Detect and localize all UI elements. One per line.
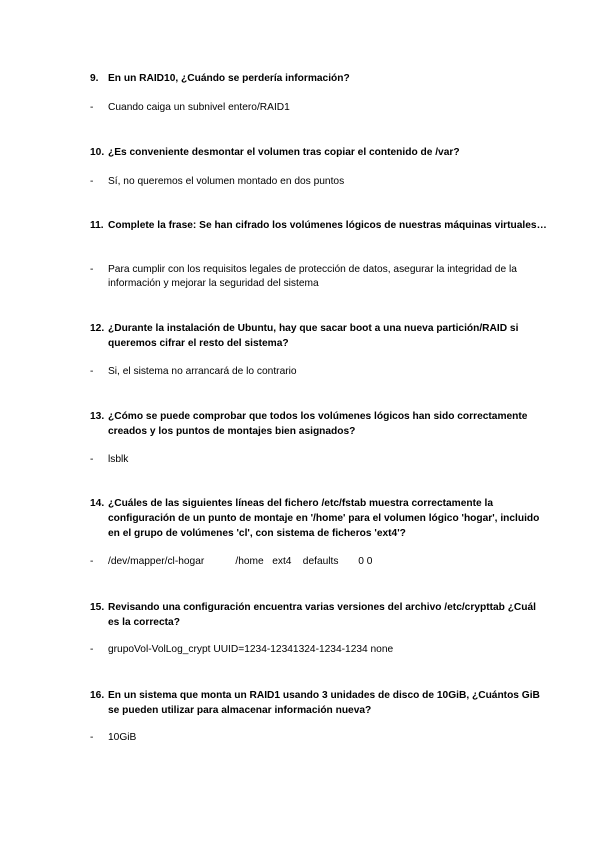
question-number: 9. [90,73,99,84]
question-10 [90,145,550,160]
question-text: ¿Cómo se puede comprobar que todos los volúmenes lógicos han sido correctamente creados y los puntos de montajes bien asignados? [108,411,528,437]
answer-text: /dev/mapper/cl-hogar /home ext4 defaults 0 0 [108,556,373,567]
question-number: 12. [90,323,105,334]
bullet-dash: - [90,644,94,655]
answer-11 [90,263,550,291]
question-text: Complete la frase: Se han cifrado los volúmenes lógicos de nuestras máquinas virtuales… [108,220,547,231]
answer-13 [90,453,550,467]
question-12 [90,321,550,351]
answer-15 [90,643,550,657]
question-number: 10. [90,147,105,158]
question-text: Revisando una configuración encuentra varias versiones del archivo /etc/crypttab ¿Cuál es la correcta? [108,602,537,628]
question-text: En un sistema que monta un RAID1 usando 3 unidades de disco de 10GiB, ¿Cuántos GiB se pueden utilizar para almacenar información nueva? [108,690,540,716]
question-number: 14. [90,498,105,509]
bullet-dash: - [90,102,94,113]
question-15 [90,600,550,630]
answer-text: Para cumplir con los requisitos legales de protección de datos, asegurar la integridad de la información y mejorar la seguridad del sistema [108,264,517,289]
question-number: 11. [90,220,104,231]
answer-14 [90,555,550,569]
bullet-dash: - [90,264,94,275]
bullet-dash: - [90,732,94,743]
answer-text: grupoVol-VolLog_crypt UUID=1234-12341324-1234-1234 none [108,644,394,655]
answer-text: lsblk [108,454,129,465]
bullet-dash: - [90,556,94,567]
question-text: En un RAID10, ¿Cuándo se perdería información? [108,73,350,84]
question-16 [90,688,550,718]
question-text: ¿Cuáles de las siguientes líneas del fichero /etc/fstab muestra correctamente la configuración de un punto de montaje en '/home' para el volumen lógico 'hogar', incluido en el grupo de volúmenes 'cl', con sistema de ficheros 'ext4'? [108,498,540,539]
question-9 [90,71,550,86]
question-number: 15. [90,602,105,613]
question-number: 13. [90,411,105,422]
question-13 [90,409,550,439]
answer-text: Sí, no queremos el volumen montado en dos puntos [108,176,345,187]
answer-9 [90,101,550,115]
question-11 [90,218,550,233]
bullet-dash: - [90,366,94,377]
question-14 [90,496,550,541]
answer-text: Si, el sistema no arrancará de lo contrario [108,366,297,377]
bullet-dash: - [90,454,94,465]
answer-10 [90,175,550,189]
question-text: ¿Es conveniente desmontar el volumen tras copiar el contenido de /var? [108,147,460,158]
question-number: 16. [90,690,105,701]
bullet-dash: - [90,176,94,187]
question-text: ¿Durante la instalación de Ubuntu, hay que sacar boot a una nueva partición/RAID si queremos cifrar el resto del sistema? [108,323,519,349]
answer-text: Cuando caiga un subnivel entero/RAID1 [108,102,290,113]
answer-text: 10GiB [108,732,137,743]
answer-16 [90,731,550,745]
answer-12 [90,365,550,379]
